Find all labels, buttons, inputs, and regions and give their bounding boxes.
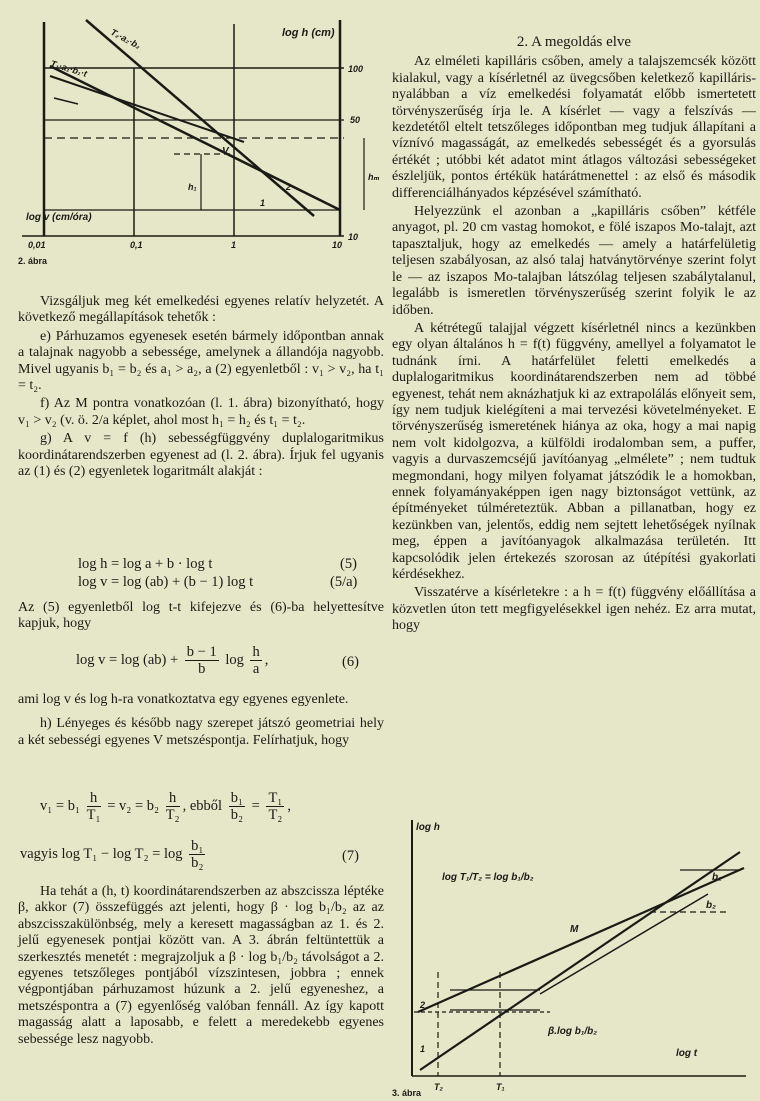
- fig2-hm: hₘ: [368, 172, 380, 182]
- fig3-m: M: [570, 924, 579, 935]
- eq7-lhs: vagyis log T₁ − log T₂ = log: [20, 845, 183, 862]
- fig3-t1: T₁: [496, 1082, 505, 1092]
- section-title: 2. A megoldás elve: [516, 34, 632, 50]
- fig2-mark-2: 2: [286, 182, 292, 192]
- fig3-caption: 3. ábra: [392, 1088, 422, 1098]
- fig3-b1: b₁: [712, 872, 722, 883]
- para-intro: Vizsgáljuk meg két emelkedési egyenes relatív helyzetét. A következő megállapítások tehetők :: [18, 294, 384, 326]
- figure-2: [14, 4, 386, 266]
- eq6-hnum: h: [252, 644, 260, 660]
- eq6-num: b − 1: [186, 644, 217, 660]
- eq6-log: log: [225, 651, 244, 668]
- para-h: h) Lényeges és később nagy szerepet játszó geometriai hely a két sebességi egyenes V metszéspontja. Felírhatjuk, hogy: [18, 716, 384, 748]
- equation-5-number: (5): [340, 556, 357, 572]
- para-e: e) Párhuzamos egyenesek esetén bármely időpontban annak a talajnak nagyobb a sebessége, amelynek a állandója nagyobb. Mivel ugyanis b₁ = b₂ és a₁ > a₂, a (2) egyenletből : v₁ > v₂, ha t₁ = t₂.: [18, 328, 384, 394]
- para-r2: Helyezzünk el azonban a „kapilláris csőben” kétféle anyagot, pl. 20 cm vastag homokot, e fölé iszapos Mo-talajt, azt tapasztaljuk, hogy az emelkedés — amely a határfelületig teljesen szabályosan, az alsó talaj hatványtörvénye szerint folyt le — az iszapos Mo-talajban látszólag teljesen szabálytalanul, legalább is ismeretlen törvényszerűség szerint folyik le az időben.: [392, 204, 756, 318]
- fig2-xtick: 0,1: [130, 240, 143, 250]
- para-r4: Visszatérve a kísérletekre : a h = f(t) függvény előállítása a közvetlen úton tett megfigyelésekkel igen nehéz. Ez arra mutat, hogy: [392, 585, 756, 634]
- equation-5a-number: (5/a): [330, 574, 358, 590]
- para-r3: A kétrétegű talajjal végzett kísérletnél nincs a kezünkben egy olyan általános h = f(t) függvény, amellyel a folyamatot le tudnánk írni. A határfelület feletti emelkedés a duplalogaritmikus koordinátarendszerben nem ad többé egyenest, tehát nem aknázhatjuk ki az extrapolálás előnyeit sem, így nem tudjuk kielégíteni a mai tervezési követelményeket. E törvényszerűség ismeretének hiánya az oka, hogy a mai napig nem volt kidolgozva, a külföldi irodalomban sem, a puffer, vagyis a durvaszemcséjű javítóanyag „elmélete” ; nem tudtuk megmondani, hogy milyen folyamat játszódik le a homokban, ennek folyamányaképpen igen nagy biztonságot vettünk, az építményeket túlméreteztük. Abban a pillanatban, hogy ez kezünkben van, jelentős, eddig nem sejtett lehetőségek nyílnak meg, éppen a javítóanyagok alkalmazása területén. Itt kapcsolódik jelen értekezés szorosan az útépítési gyakorlati kérdésekhez.: [392, 320, 756, 582]
- fig3-mark-1: 1: [420, 1044, 426, 1054]
- fig2-xtick: 0,01: [28, 240, 46, 250]
- fig3-b2: b₂: [706, 900, 716, 911]
- equation-5a: log v = log (ab) + (b − 1) log t: [78, 574, 254, 590]
- fig3-axis-x: log t: [676, 1048, 698, 1059]
- para-subst: Az (5) egyenletből log t-t kifejezve és (6)-ba helyettesítve kapjuk, hogy: [18, 600, 384, 632]
- fig2-caption: 2. ábra: [18, 256, 48, 266]
- fig3-mark-2: 2: [420, 1000, 426, 1010]
- para-r1: Az elméleti kapilláris csőben, amely a talajszemcsék között kialakul, vagy a kísérletnél az üvegcsőben keletkező kapilláris-nyalábban a víz emelkedési folyamatát előbb ismertetett törvényszerűség írja le. A kísérlet — vagy a felszívás — kezdetétől eltelt tetszőleges időpontban meg tudjuk állapítani a víznívó magasságát, az emelkedés sebességét és a gyorsulás értékét ; utóbbi két adatot mint átlagos változási sebességeket észleljük, pontos értékük határátmenettel : az első és második differenciálhányados képzésével számítható.: [392, 54, 756, 201]
- eq7-b1: b₁: [191, 838, 204, 854]
- eq6-lhs: log v = log (ab) +: [76, 651, 179, 668]
- fig2-ytick: 50: [350, 115, 361, 125]
- eqA-ebbol: , ebből: [182, 797, 223, 814]
- eqA-mid: = v₂ = b₂: [107, 797, 160, 814]
- fig2-mark-1: 1: [260, 198, 266, 208]
- equation-v: [40, 790, 291, 823]
- fig2-line-label: T₂·a₂·b₂: [109, 26, 143, 51]
- fig2-xtick: 1: [231, 240, 237, 250]
- fig2-axis-x: log v (cm/óra): [26, 212, 92, 223]
- eq7-b2: b₂: [191, 855, 204, 871]
- fig2-axis-y: log h (cm): [282, 27, 335, 39]
- eq6-hden: a: [252, 661, 260, 677]
- figure-3: [390, 812, 756, 1098]
- fig2-ytick: 10: [348, 232, 359, 242]
- eqA-T2b: T₂: [268, 807, 283, 823]
- fig3-axis-y: log h: [416, 822, 440, 833]
- eqA-b2: b₂: [230, 807, 244, 823]
- equation-7-number: (7): [342, 848, 359, 864]
- eqA-T1: T₁: [86, 807, 101, 823]
- eqA-h1: h: [87, 790, 101, 807]
- fig2-point-v: V: [222, 146, 229, 157]
- fig3-t2: T₂: [434, 1082, 443, 1092]
- equation-6: log v = log (ab) + $\frac{b - 1}{b}$ log $\frac{h}{a}$ ,: [76, 644, 269, 677]
- para-last: Ha tehát a (h, t) koordinátarendszerben az abszcissza léptéke β, akkor (7) összefüggés azt jelenti, hogy β · log b₁/b₂ az az abszcisszakülönbség, mely a keresett magasságban az 1. és 2. jelű egyenesek pontjai között van. A 3. ábrán feltüntettük a szerkesztés menetét : megrajzoljuk a β · log b₁/b₂ távolságot a 2. egyenes tetszőleges pontjából vízszintesen, jobbra ; ennek végpontjában párhuzamost húzunk a 2. jelű egyeneshez, a metszéspontra a (7) egyenlőség valóban fennáll. Az így kapott magasság alatt a laposabb, e felett a meredekebb egyenes sebessége lesz nagyobb.: [18, 884, 384, 1047]
- fig2-ytick: 100: [348, 64, 364, 74]
- equation-5: log h = log a + b · log t: [78, 556, 213, 572]
- eqA-h2: h: [166, 790, 180, 807]
- fig3-eq-bottom: β.log b₁/b₂: [548, 1026, 598, 1037]
- para-f: f) Az M pontra vonatkozóan (l. 1. ábra) bizonyítható, hogy v₁ > v₂ (v. ö. 2/a képlet, ahol most h₁ = h₂ és t₁ = t₂.: [18, 396, 384, 428]
- equation-7: [20, 838, 208, 871]
- eqA-eq: =: [251, 797, 260, 814]
- equation-6-number: (6): [342, 654, 359, 670]
- fig2-h1: h₁: [188, 182, 197, 192]
- fig3-eq-top: log T₁/T₂ = log b₁/b₂: [442, 872, 534, 883]
- eq6-den: b: [198, 661, 206, 677]
- fig2-xtick: 10: [332, 240, 343, 250]
- eqA-T1b: T₁: [268, 790, 283, 806]
- eqA-v1: v₁ = b₁: [40, 797, 81, 814]
- para-g: g) A v = f (h) sebességfüggvény duplalogaritmikus koordinátarendszerben egyenest ad (l. 2. ábra). Írjuk fel ugyanis az (1) és (2) egyenletek logaritmált alakját :: [18, 431, 384, 480]
- eqA-b1: b₁: [230, 790, 244, 806]
- fig2-line-label: T₁·a₁·b₁·t: [49, 58, 89, 79]
- eqA-end: ,: [287, 797, 291, 814]
- eqA-T2: T₂: [165, 807, 180, 823]
- para-after6: ami log v és log h-ra vonatkoztatva egy egyenes egyenlete.: [18, 692, 349, 707]
